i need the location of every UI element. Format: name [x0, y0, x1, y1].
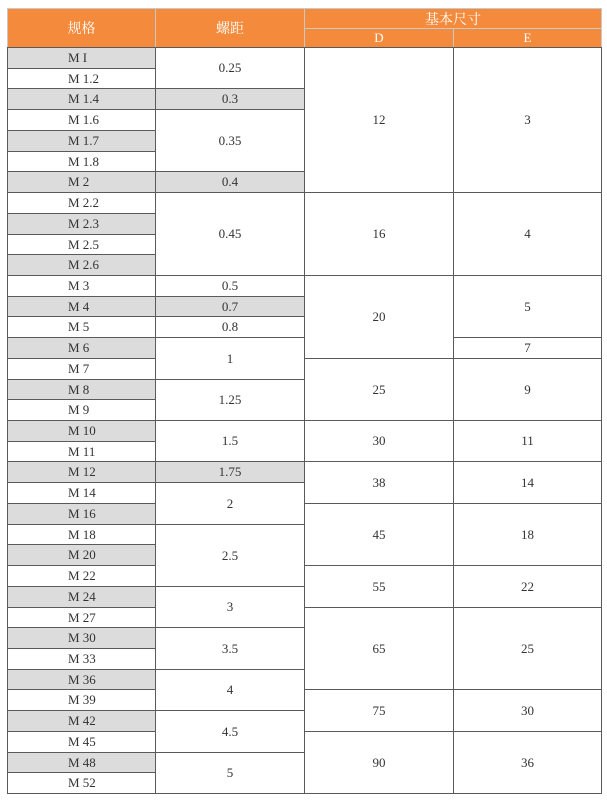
- header-basic-size: 基本尺寸: [304, 8, 602, 29]
- spec-cell: M 2.3: [7, 213, 156, 235]
- spec-cell: M 5: [7, 316, 156, 338]
- e-cell: 7: [453, 337, 602, 359]
- pitch-cell: 3: [155, 586, 305, 628]
- spec-cell: M I: [7, 47, 156, 69]
- spec-cell: M 2.2: [7, 192, 156, 214]
- spec-cell: M 30: [7, 627, 156, 649]
- spec-cell: M 20: [7, 544, 156, 566]
- e-cell: 14: [453, 461, 602, 504]
- e-cell: 30: [453, 689, 602, 732]
- header-pitch: 螺距: [155, 8, 305, 48]
- spec-cell: M 12: [7, 461, 156, 483]
- spec-cell: M 2: [7, 171, 156, 193]
- spec-cell: M 4: [7, 296, 156, 317]
- spec-cell: M 22: [7, 565, 156, 587]
- e-cell: 18: [453, 503, 602, 566]
- header-e: E: [453, 28, 602, 48]
- e-cell: 3: [453, 47, 602, 193]
- pitch-cell: 0.3: [155, 88, 305, 110]
- pitch-cell: 0.25: [155, 47, 305, 89]
- pitch-cell: 3.5: [155, 627, 305, 670]
- pitch-cell: 5: [155, 752, 305, 794]
- pitch-cell: 1.5: [155, 420, 305, 462]
- pitch-cell: 0.4: [155, 171, 305, 193]
- spec-cell: M 1.4: [7, 88, 156, 110]
- spec-cell: M 1.2: [7, 68, 156, 89]
- pitch-cell: 4: [155, 669, 305, 711]
- pitch-cell: 0.45: [155, 192, 305, 276]
- e-cell: 5: [453, 275, 602, 338]
- pitch-cell: 1.75: [155, 461, 305, 483]
- spec-cell: M 18: [7, 524, 156, 545]
- header-d: D: [304, 28, 454, 48]
- spec-cell: M 10: [7, 420, 156, 442]
- spec-cell: M 24: [7, 586, 156, 608]
- pitch-cell: 1.25: [155, 379, 305, 421]
- pitch-cell: 0.35: [155, 109, 305, 172]
- spec-cell: M 11: [7, 441, 156, 462]
- pitch-cell: 0.5: [155, 275, 305, 297]
- spec-cell: M 33: [7, 648, 156, 670]
- spec-cell: M 1.7: [7, 130, 156, 152]
- pitch-cell: 0.7: [155, 296, 305, 317]
- spec-cell: M 45: [7, 731, 156, 753]
- spec-cell: M 36: [7, 669, 156, 690]
- spec-cell: M 27: [7, 607, 156, 628]
- spec-cell: M 3: [7, 275, 156, 297]
- d-cell: 20: [304, 275, 454, 359]
- spec-cell: M 16: [7, 503, 156, 525]
- spec-cell: M 48: [7, 752, 156, 773]
- d-cell: 16: [304, 192, 454, 276]
- spec-cell: M 1.6: [7, 109, 156, 131]
- pitch-cell: 4.5: [155, 710, 305, 753]
- pitch-cell: 2.5: [155, 524, 305, 587]
- e-cell: 4: [453, 192, 602, 276]
- spec-cell: M 9: [7, 399, 156, 421]
- spec-cell: M 2.5: [7, 234, 156, 255]
- spec-cell: M 6: [7, 337, 156, 359]
- header-spec: 规格: [7, 8, 156, 48]
- e-cell: 9: [453, 358, 602, 421]
- d-cell: 75: [304, 689, 454, 732]
- d-cell: 45: [304, 503, 454, 566]
- e-cell: 22: [453, 565, 602, 608]
- d-cell: 30: [304, 420, 454, 462]
- spec-cell: M 1.8: [7, 151, 156, 172]
- e-cell: 25: [453, 607, 602, 690]
- d-cell: 12: [304, 47, 454, 193]
- spec-table: [7, 8, 602, 795]
- e-cell: 36: [453, 731, 602, 794]
- d-cell: 55: [304, 565, 454, 608]
- spec-cell: M 8: [7, 379, 156, 400]
- d-cell: 25: [304, 358, 454, 421]
- pitch-cell: 0.8: [155, 316, 305, 338]
- d-cell: 90: [304, 731, 454, 794]
- d-cell: 38: [304, 461, 454, 504]
- spec-cell: M 2.6: [7, 254, 156, 276]
- spec-cell: M 14: [7, 482, 156, 504]
- spec-cell: M 7: [7, 358, 156, 380]
- pitch-cell: 2: [155, 482, 305, 525]
- spec-cell: M 39: [7, 689, 156, 711]
- d-cell: 65: [304, 607, 454, 690]
- pitch-cell: 1: [155, 337, 305, 380]
- spec-cell: M 52: [7, 772, 156, 794]
- e-cell: 11: [453, 420, 602, 462]
- spec-cell: M 42: [7, 710, 156, 732]
